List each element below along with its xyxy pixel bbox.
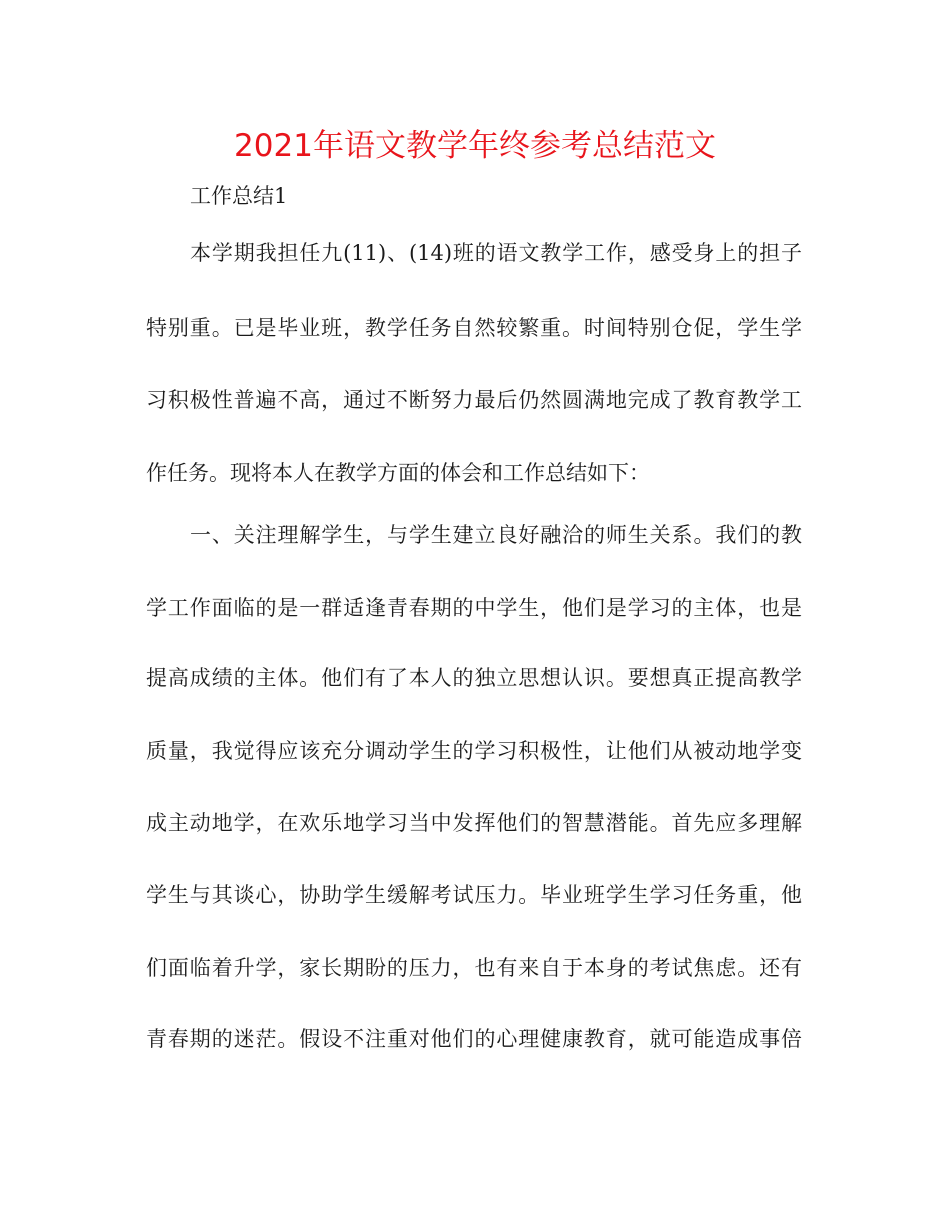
paragraph-line: 本学期我担任九(11)、(14)班的语文教学工作，感受身上的担子 (190, 241, 802, 265)
paragraph-line: 成主动地学，在欢乐地学习当中发挥他们的智慧潜能。首先应多理解 (146, 811, 802, 835)
paragraph-line: 学工作面临的是一群适逢青春期的中学生，他们是学习的主体，也是 (146, 596, 802, 620)
paragraph-line: 质量，我觉得应该充分调动学生的学习积极性，让他们从被动地学变 (146, 739, 802, 763)
paragraph-line: 特别重。已是毕业班，教学任务自然较繁重。时间特别仓促，学生学 (146, 316, 802, 340)
paragraph-line: 们面临着升学，家长期盼的压力，也有来自于本身的考试焦虑。还有 (146, 956, 802, 980)
paragraph-line: 作任务。现将本人在教学方面的体会和工作总结如下： (146, 461, 650, 485)
paragraph-line: 青春期的迷茫。假设不注重对他们的心理健康教育，就可能造成事倍 (146, 1027, 802, 1051)
paragraph-line: 学生与其谈心，协助学生缓解考试压力。毕业班学生学习任务重，他 (146, 883, 802, 907)
subheading: 工作总结1 (190, 184, 288, 208)
paragraph-line: 习积极性普遍不高，通过不断努力最后仍然圆满地完成了教育教学工 (146, 388, 802, 412)
document-title: 2021年语文教学年终参考总结范文 (234, 128, 716, 164)
paragraph-line: 一、关注理解学生，与学生建立良好融洽的师生关系。我们的教 (190, 523, 802, 547)
paragraph-line: 提高成绩的主体。他们有了本人的独立思想认识。要想真正提高教学 (146, 666, 802, 690)
